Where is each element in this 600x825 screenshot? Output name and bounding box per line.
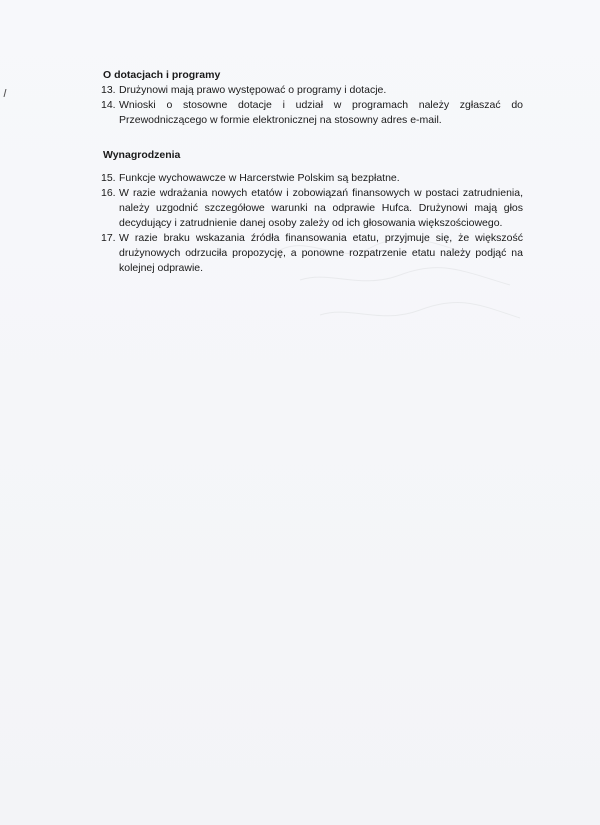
list-item <box>103 171 523 186</box>
section-wynagrodzenia <box>103 148 523 276</box>
item-text: Wnioski o stosowne dotacje i udział w programach należy zgłaszać do Przewodniczącego w formie elektronicznej na stosowny adres e-mail. <box>119 99 523 126</box>
item-number: 16. <box>101 187 116 199</box>
item-number: 14. <box>101 99 116 111</box>
section-dotacje <box>103 68 523 128</box>
item-text: Funkcje wychowawcze w Harcerstwie Polskim są bezpłatne. <box>119 172 400 184</box>
list-item <box>103 186 523 231</box>
item-text: W razie braku wskazania źródła finansowania etatu, przyjmuje się, że większość drużynowych odrzuciła propozycję, a ponowne rozpatrzenie etatu należy podjąć na kolejnej odprawie. <box>119 232 523 274</box>
list-item <box>103 98 523 128</box>
list-item <box>103 83 523 98</box>
section-heading: Wynagrodzenia <box>103 149 181 161</box>
item-list <box>103 83 523 128</box>
item-list <box>103 171 523 276</box>
item-text: W razie wdrażania nowych etatów i zobowiązań finansowych w postaci zatrudnienia, należy uzgodnić szczegółowe warunki na odprawie Hufca. Drużynowi mają głos decydujący i zatrudnienie danej osoby zależy od ich głosowania większościowego. <box>119 187 523 229</box>
item-text: Drużynowi mają prawo występować o programy i dotacje. <box>119 84 387 96</box>
item-number: 17. <box>101 232 116 244</box>
document-body <box>103 68 523 276</box>
item-number: 15. <box>101 172 116 184</box>
scan-mark <box>3 89 7 97</box>
item-number: 13. <box>101 84 116 96</box>
section-heading: O dotacjach i programy <box>103 69 221 81</box>
list-item <box>103 231 523 276</box>
